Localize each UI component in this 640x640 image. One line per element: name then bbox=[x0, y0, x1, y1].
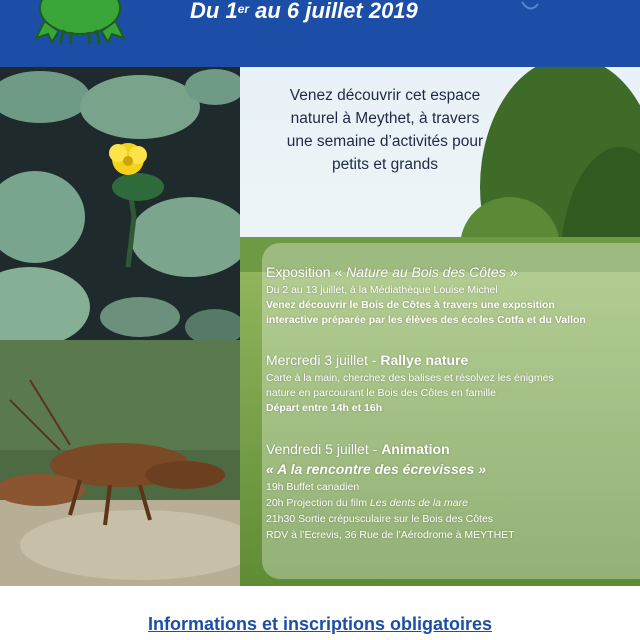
footer-info-title[interactable]: Informations et inscriptions obligatoires bbox=[147, 614, 493, 634]
event-rallye-desc: Carte à la main, cherchez des balises et résolvez les énigmes bbox=[266, 372, 554, 384]
event-exposition-desc: interactive préparée par les élèves des écoles Cotfa et du Vallon bbox=[266, 314, 586, 326]
event-animation-line: 20h Projection du film Les dents de la mare bbox=[266, 497, 468, 509]
water-lily-photo bbox=[0, 67, 240, 340]
intro-line: petits et grands bbox=[332, 156, 438, 173]
header-banner bbox=[0, 0, 640, 67]
event-dates: Du 1er au 6 juillet 2019 bbox=[190, 0, 418, 23]
event-animation-title: Vendredi 5 juillet - Animation bbox=[266, 441, 450, 457]
event-rallye-desc: nature en parcourant le Bois des Côtes en famille bbox=[266, 387, 496, 399]
intro-text bbox=[250, 84, 520, 176]
frog-mascot-icon bbox=[34, 0, 126, 46]
event-exposition-title: Exposition « Nature au Bois des Côtes » bbox=[266, 264, 518, 280]
decorative-curve bbox=[520, 0, 600, 20]
crayfish-photo bbox=[0, 340, 240, 586]
intro-line: une semaine d’activités pour bbox=[286, 133, 484, 150]
event-animation-line: 21h30 Sortie crépusculaire sur le Bois des Côtes bbox=[266, 513, 494, 525]
intro-line: Venez découvrir cet espace bbox=[289, 87, 481, 104]
event-rallye-time: Départ entre 14h et 16h bbox=[266, 402, 383, 414]
event-exposition-desc: Venez découvrir le Bois de Côtes à travers une exposition bbox=[266, 299, 555, 311]
event-exposition-dates: Du 2 au 13 juillet, à la Médiathèque Louise Michel bbox=[266, 284, 498, 296]
event-animation-line: 19h Buffet canadien bbox=[266, 481, 360, 493]
event-animation-address: RDV à l’Ecrevis, 36 Rue de l’Aérodrome à MEYTHET bbox=[266, 529, 515, 541]
intro-line: naturel à Meythet, à travers bbox=[290, 110, 480, 127]
event-animation-subtitle: « A la rencontre des écrevisses » bbox=[266, 461, 486, 477]
event-rallye-title: Mercredi 3 juillet - Rallye nature bbox=[266, 352, 469, 368]
